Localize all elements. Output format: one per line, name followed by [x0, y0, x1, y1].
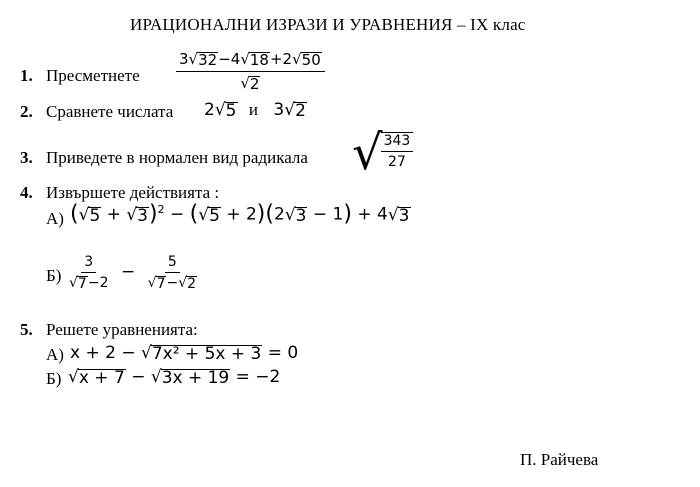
problem-1-number: 1.: [20, 66, 33, 85]
problem-4a-expression: ( √ 5 + √ 3 )$^2$ − ( √ 5 + 2)(2 √ 3 − 1) + 4 √ 3: [70, 201, 410, 227]
page-title: ИРАЦИОНАЛНИ ИЗРАЗИ И УРАВНЕНИЯ – IX клас: [130, 15, 526, 34]
problem-2-expression: 2 √ 5 и 3 √ 2: [204, 100, 306, 121]
problem-2-text: Сравнете числата: [46, 102, 174, 121]
problem-3-number: 3.: [20, 148, 33, 167]
problem-1-text: Пресметнете: [46, 66, 140, 85]
problem-5-text: Решете уравненията:: [46, 320, 198, 339]
problem-5a-expression: x + 2 − √ 7x² + 5x + 3 = 0: [70, 343, 299, 364]
problem-4a-label: А): [46, 209, 64, 228]
problem-4b-label: Б): [46, 266, 62, 285]
problem-4-number: 4.: [20, 183, 33, 202]
problem-5-number: 5.: [20, 320, 33, 339]
problem-3-expression: √ $\frac{343}{27}$: [352, 126, 413, 180]
problem-4b-expression: 3 √ 7 −2 − 5 √ 7 − √ 2: [69, 254, 197, 292]
author-name: П. Райчева: [520, 450, 599, 469]
problem-2-number: 2.: [20, 102, 33, 121]
problem-5b-expression: √ x + 7 − √ 3x + 19 = −2: [68, 367, 281, 388]
problem-4-text: Извършете действията :: [46, 183, 220, 202]
problem-5b-label: Б): [46, 369, 62, 388]
problem-3-text: Приведете в нормален вид радикала: [46, 148, 308, 167]
problem-5a-label: А): [46, 345, 64, 364]
problem-1-expression: 3 √ 32 −4 √ 18 +2 √ 50 √ 2: [176, 50, 325, 93]
